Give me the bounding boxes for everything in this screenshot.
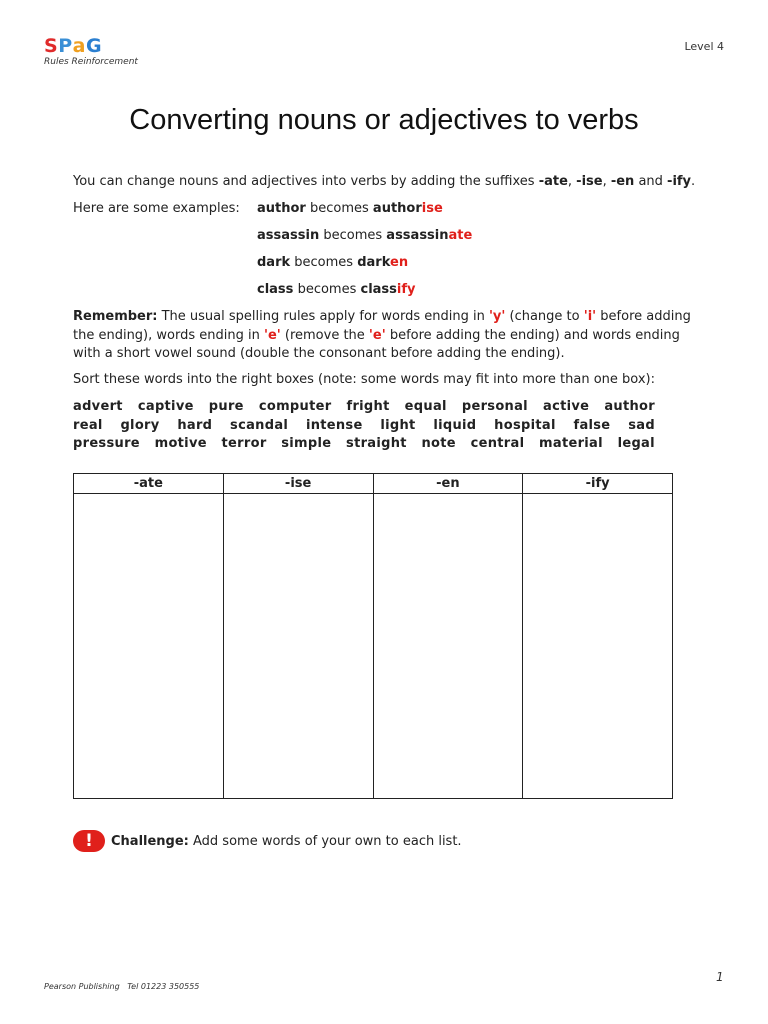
- word-row: [73, 417, 655, 436]
- logo-letter: G: [85, 35, 103, 57]
- footer-publisher: Pearson Publishing Tel 01223 350555: [44, 982, 200, 991]
- example-result: [386, 228, 472, 243]
- example-stem: dark: [357, 255, 391, 270]
- word-item: legal: [617, 436, 655, 451]
- example-word: class: [257, 282, 294, 297]
- word-item: personal: [461, 399, 528, 414]
- word-item: fright: [346, 399, 390, 414]
- remember-i: 'i': [583, 309, 597, 324]
- example-suffix: ify: [396, 282, 416, 297]
- example-stem: assassin: [386, 228, 449, 243]
- answer-box-ify[interactable]: [523, 494, 673, 799]
- example-row: [257, 201, 443, 216]
- word-item: glory: [120, 417, 160, 433]
- word-item: simple: [281, 436, 332, 451]
- word-item: active: [543, 399, 590, 414]
- example-result: [373, 201, 443, 216]
- word-item: author: [604, 399, 655, 414]
- word-item: terror: [221, 436, 267, 451]
- word-item: false: [573, 417, 611, 433]
- exclamation-icon: !: [73, 830, 105, 852]
- intro-text: You can change nouns and adjectives into verbs by adding the suffixes: [73, 174, 539, 189]
- level-label: Level 4: [684, 40, 724, 53]
- column-header-en: -en: [373, 474, 523, 494]
- suffix-ise: -ise: [576, 174, 603, 189]
- table-header-row: [74, 474, 673, 494]
- word-item: sad: [628, 417, 655, 433]
- intro-and: and: [634, 174, 668, 189]
- suffix-ate: -ate: [538, 174, 568, 189]
- word-item: straight: [346, 436, 407, 451]
- word-item: hospital: [494, 417, 556, 433]
- example-suffix: ate: [448, 228, 473, 243]
- logo-subtitle: Rules Reinforcement: [44, 57, 138, 67]
- word-row: [73, 398, 655, 417]
- word-item: hard: [177, 417, 213, 433]
- examples-label: Here are some examples:: [73, 201, 240, 216]
- word-item: motive: [154, 436, 207, 451]
- logo-letter: a: [72, 35, 86, 57]
- column-header-ify: -ify: [523, 474, 673, 494]
- word-item: computer: [258, 399, 332, 414]
- page-number: 1: [716, 970, 724, 984]
- word-item: light: [380, 417, 416, 433]
- word-bank: [73, 398, 655, 454]
- challenge-text: Add some words of your own to each list.: [188, 833, 462, 849]
- word-item: pressure: [73, 436, 140, 451]
- logo-letter: S: [44, 35, 59, 57]
- example-word: assassin: [257, 228, 320, 243]
- example-becomes: becomes: [309, 201, 369, 216]
- intro-comma: ,: [567, 174, 577, 189]
- example-result: [357, 255, 408, 270]
- challenge-section: [73, 830, 462, 852]
- word-item: captive: [137, 399, 194, 414]
- intro-period: .: [691, 174, 696, 189]
- spag-logo: [44, 36, 138, 67]
- example-suffix: en: [390, 255, 409, 270]
- example-stem: class: [360, 282, 397, 297]
- intro-comma: ,: [602, 174, 611, 189]
- sort-table: [73, 473, 673, 799]
- sort-instruction: Sort these words into the right boxes (note: some words may fit into more than one box):: [73, 372, 655, 387]
- remember-text: before adding the ending) and words ending with a short vowel sound (double the consonant before adding the ending).: [73, 327, 680, 361]
- remember-y: 'y': [488, 309, 506, 324]
- example-row: [257, 282, 416, 297]
- word-item: scandal: [230, 417, 289, 433]
- word-item: central: [470, 436, 525, 451]
- suffix-ify: -ify: [667, 174, 692, 189]
- logo-letter: P: [58, 35, 73, 57]
- table-body-row: [74, 494, 673, 799]
- remember-e: 'e': [368, 327, 386, 343]
- page-title: Converting nouns or adjectives to verbs: [129, 104, 639, 136]
- word-item: pure: [208, 399, 244, 414]
- column-header-ise: -ise: [223, 474, 373, 494]
- example-becomes: becomes: [294, 255, 354, 270]
- word-item: advert: [73, 399, 123, 414]
- suffix-en: -en: [610, 174, 635, 189]
- example-word: dark: [257, 255, 291, 270]
- answer-box-ise[interactable]: [223, 494, 373, 799]
- remember-text: (remove the: [280, 327, 369, 343]
- remember-label: Remember:: [73, 309, 158, 324]
- word-item: note: [421, 436, 456, 451]
- answer-box-en[interactable]: [373, 494, 523, 799]
- example-row: [257, 255, 408, 270]
- logo-mark: [44, 36, 138, 56]
- remember-text: before adding the ending), words ending in: [73, 309, 691, 343]
- remember-text: (change to: [505, 309, 584, 324]
- word-item: equal: [404, 399, 447, 414]
- example-result: [361, 282, 416, 297]
- example-becomes: becomes: [323, 228, 383, 243]
- example-row: [257, 228, 472, 243]
- example-stem: author: [372, 201, 422, 216]
- word-item: real: [73, 417, 103, 433]
- example-becomes: becomes: [297, 282, 357, 297]
- remember-text: The usual spelling rules apply for words ending in: [157, 309, 489, 324]
- answer-box-ate[interactable]: [74, 494, 224, 799]
- word-item: liquid: [433, 417, 477, 433]
- example-suffix: ise: [421, 201, 443, 216]
- remember-e: 'e': [263, 327, 281, 343]
- example-word: author: [257, 201, 306, 216]
- word-row: [73, 435, 655, 454]
- logo-letters: [44, 36, 102, 56]
- column-header-ate: -ate: [74, 474, 224, 494]
- intro-paragraph: [73, 174, 703, 189]
- remember-paragraph: [73, 308, 703, 364]
- word-item: material: [539, 436, 603, 451]
- challenge-label: Challenge:: [111, 833, 189, 849]
- word-item: intense: [305, 417, 363, 433]
